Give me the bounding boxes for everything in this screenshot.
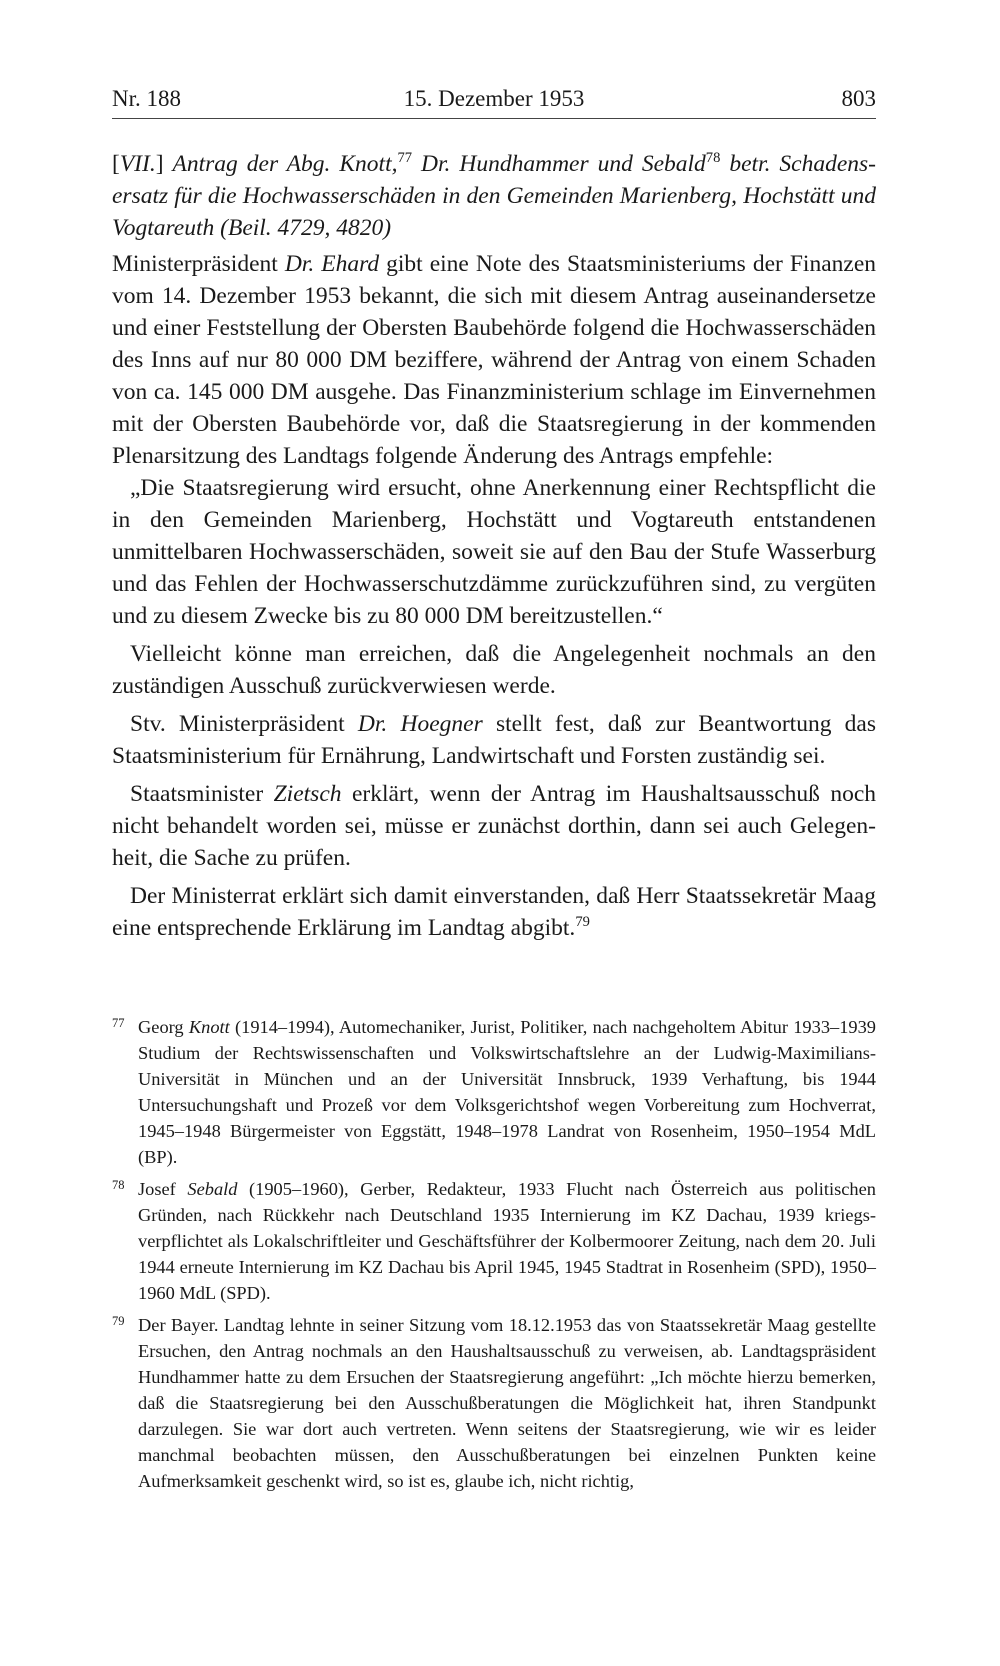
- footnotes: [112, 1014, 876, 1500]
- footnote-ref-77[interactable]: 77: [397, 150, 413, 167]
- running-head: [112, 84, 876, 119]
- paragraph-ehard: Ministerpräsident Dr. Ehard gibt eine Note des Staatsministeriums der Finanzen vom 14. Dezember 1953 bekannt, die sich mit diesem Antrag auseinandersetze und einer Feststellung der Obersten Baubehörde folgend die Hochwasserschäden des Inns auf nur 80 000 DM beziffere, während der Antrag von einem Schaden von ca. 145 000 DM ausgehe. Das Finanzministerium schlage im Einvernehmen mit der Obersten Baubehörde vor, daß die Staatsregierung in der kommenden Plenarsitzung des Landtags folgende Änderung des Antrags empfehle:: [112, 251, 876, 469]
- main-text: [112, 148, 876, 944]
- paragraph-decision: Der Ministerrat erklärt sich damit einverstanden, daß Herr Staatssekretär Maag eine entsprechende Erklärung im Landtag abgibt.$^{79}$: [112, 883, 876, 941]
- person-name: Knott: [188, 1017, 230, 1037]
- speaker-name: Dr. Ehard: [284, 251, 380, 277]
- header-date: 15. Dezember 1953: [403, 86, 585, 111]
- page-number: 803: [841, 86, 876, 111]
- agenda-heading: [VII.] Antrag der Abg. Knott,$^{77}$ Dr. Hundhammer und Sebald$^{78}$ betr. Schadensersatz für die Hochwasserschäden in den Gemeinden Marienberg, Hochstätt und Vogtareuth (Beil. 4729, 4820): [112, 150, 876, 241]
- footnote-ref-78[interactable]: 78: [705, 150, 721, 167]
- agenda-item-number: VII.: [119, 151, 156, 177]
- paragraph-hoegner: Stv. Ministerpräsident Dr. Hoegner stellt fest, daß zur Beantwortung das Staatsministerium für Ernährung, Landwirtschaft und Forsten zuständig sei.: [112, 711, 876, 769]
- paragraph-committee: Vielleicht könne man erreichen, daß die Angelegenheit nochmals an den zuständigen Ausschuß zurückverwiesen werde.: [112, 641, 876, 699]
- footnote-77: 77 Georg Knott (1914–1994), Automechaniker, Jurist, Politiker, nach nachgeholtem Abitur 1933–1939 Studium der Rechtswissenschaften und Volkswirtschaftslehre an der Ludwig-Maximilians-Universität in München und an der Universität Innsbruck, 1939 Verhaftung, bis 1944 Untersuchungshaft und Prozeß vor dem Volksgerichtshof wegen Vorbereitung zum Hochverrat, 1945–1948 Bürgermeister von Eggstätt, 1948–1978 Landrat von Rosenheim, 1950–1954 MdL (BP).: [112, 1014, 876, 1170]
- footnote-78: 78 Josef Sebald (1905–1960), Gerber, Redakteur, 1933 Flucht nach Österreich aus politischen Gründen, nach Rückkehr nach Deutschland 1935 Internierung im KZ Dachau, 1939 kriegsverpflichtet als Lokalschriftleiter und Geschäftsführer der Kolbermoorer Zeitung, nach dem 20. Juli 1944 erneute Internierung im KZ Dachau bis April 1945, 1945 Stadtrat in Rosenheim (SPD), 1950–1960 MdL (SPD).: [112, 1176, 876, 1306]
- footnote-number: 78: [112, 1178, 125, 1192]
- footnote-number: 79: [112, 1314, 125, 1328]
- footnote-number: 77: [112, 1016, 125, 1030]
- paragraph-zietsch: Staatsminister Zietsch erklärt, wenn der Antrag im Haushaltsausschuß noch nicht behandelt worden sei, müsse er zunächst dorthin, dann sei auch Gelegenheit, die Sache zu prüfen.: [112, 781, 876, 871]
- speaker-name: Zietsch: [273, 781, 342, 807]
- footnote-ref-79[interactable]: 79: [575, 914, 590, 931]
- person-name: Sebald: [187, 1179, 238, 1199]
- quoted-motion: „Die Staatsregierung wird ersucht, ohne Anerkennung einer Rechtspflicht die in den Gemeinden Marienberg, Hochstätt und Vogtareuth entstandenen unmittelbaren Hochwasserschäden, soweit sie auf den Bau der Stufe Wasserburg und das Fehlen der Hochwasserschutzdämme zurückzuführen sind, zu vergüten und zu diesem Zwecke bis zu 80 000 DM bereitzustellen.“: [112, 475, 876, 629]
- issue-number: Nr. 188: [112, 86, 181, 111]
- footnote-79: 79 Der Bayer. Landtag lehnte in seiner Sitzung vom 18.12.1953 das von Staatssekretär Maag gestellte Ersuchen, den Antrag nochmals an den Haushaltsausschuß zu verweisen, ab. Landtagspräsident Hundhammer hatte zu dem Ersuchen der Staatsregierung angeführt: „Ich möchte hierzu bemerken, daß die Staatsregierung bei den Ausschußberatungen die Möglichkeit hat, ihren Standpunkt darzulegen. Sie war dort auch vertreten. Wenn seitens der Staatsregierung, wie wir es leider manchmal beobachten müssen, den Ausschußberatungen bei einzelnen Punkten keine Aufmerksamkeit geschenkt wird, so ist es, glaube ich, nicht richtig,: [112, 1312, 876, 1494]
- speaker-name: Dr. Hoegner: [357, 711, 483, 737]
